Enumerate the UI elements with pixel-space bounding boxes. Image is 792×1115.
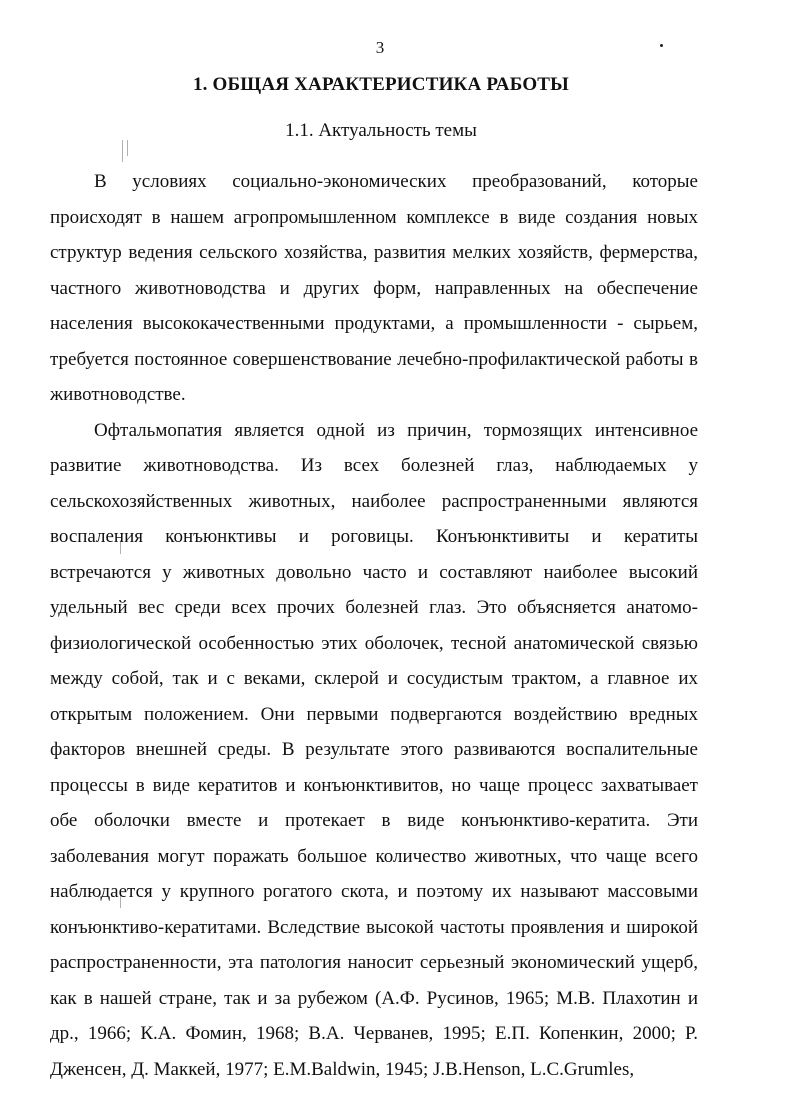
scan-mark (127, 140, 128, 156)
scan-mark (122, 140, 123, 162)
page-number: 3 (375, 38, 385, 57)
section-title: 1. ОБЩАЯ ХАРАКТЕРИСТИКА РАБОТЫ (192, 74, 570, 95)
paragraph: Офтальмопатия является одной из причин, тормозящих интенсивное развитие животноводства. Из всех болезней глаз, наблюдаемых у сельскохозяйственных животных, наиболее распространенными являются воспаления конъюнктивы и роговицы. Конъюнктивиты и кератиты встречаются у животных довольно часто и составляют наиболее высокий удельный вес среди всех прочих болезней глаз. Это объясняется анатомо-физиологической особенностью этих оболочек, тесной анатомической связью между собой, так и с веками, склерой и сосудистым трактом, а главное их открытым положением. Они первыми подвергаются воздействию вредных факторов внешней среды. В результате этого развиваются воспалительные процессы в виде кератитов и конъюнктивитов, но чаще процесс захватывает обе оболочки вместе и протекает в виде конъюнктиво-кератита. Эти заболевания могут поражать большое количество животных, что чаще всего наблюдается у крупного рогатого скота, и поэтому их называют массовыми конъюнктиво-кератитами. Вследствие высокой частоты проявления и широкой распространенности, эта патология наносит серьезный экономический ущерб, как в нашей стране, так и за рубежом (А.Ф. Русинов, 1965; М.В. Плахотин и др., 1966; К.А. Фомин, 1968; В.А. Черванев, 1995; Е.П. Копенкин, 2000; Р. Дженсен, Д. Маккей, 1977; E.M.Baldwin, 1945; J.B.Henson, L.C.Grumles, (50, 419, 698, 1080)
paragraph: В условиях социально-экономических преобразований, которые происходят в нашем агропромышленном комплексе в виде создания новых структур ведения сельского хозяйства, развития мелких хозяйств, фермерства, частного животноводства и других форм, направленных на обеспечение населения высококачественными продуктами, а промышленности - сырьем, требуется постоянное совершенствование лечебно-профилактической работы в животноводстве. (50, 171, 698, 405)
body-text (50, 164, 698, 1087)
subsection-title: 1.1. Актуальность темы (285, 120, 477, 141)
scan-dot (660, 44, 663, 47)
